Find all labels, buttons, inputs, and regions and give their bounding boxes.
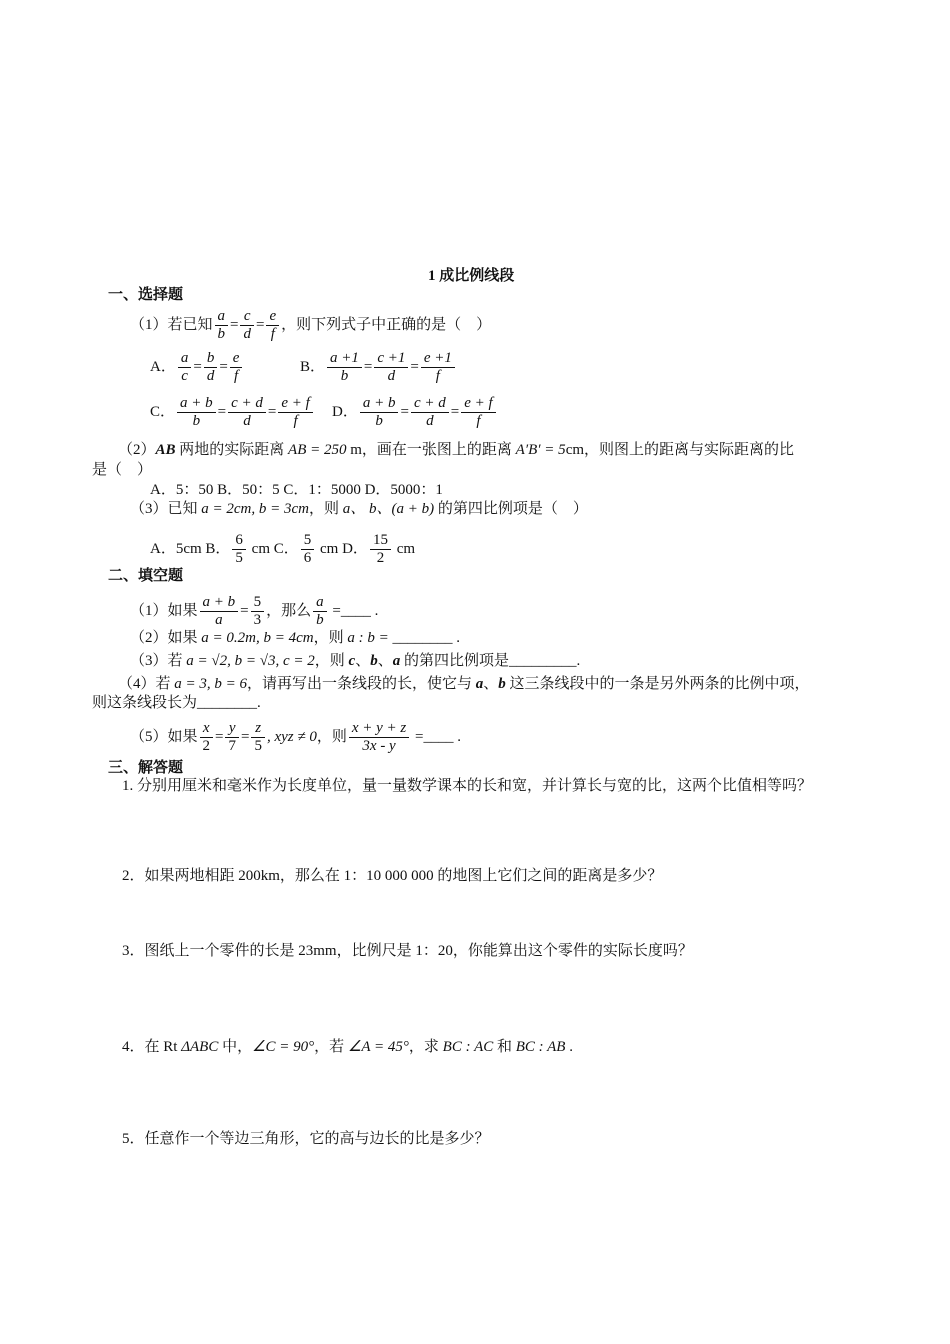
answer-q2: 2．如果两地相距 200km，那么在 1：10 000 000 的地图上它们之间的距离是多少？ [122, 868, 663, 884]
choice-q3-options: A．5cm B． $\frac{6}{5}$ cm C． $\frac{5}{6}$ cm D． $\frac{15}{2}$ cm [150, 532, 416, 566]
fraction: $\frac{a +1}{b}$ [327, 350, 362, 385]
fraction: $\frac{x + y + z}{3x - y}$ [349, 720, 409, 755]
choice-q1-option-a: A． $\frac{a}{c}$ = $\frac{b}{d}$ = $\frac{e}{f}$ [150, 350, 244, 385]
fraction: $\frac{6}{5}$ [232, 532, 246, 567]
fraction: $\frac{x}{2}$ [200, 720, 214, 755]
fraction: $\frac{y}{7}$ [225, 720, 239, 755]
q1-stem-tail: ，则下列式子中正确的是（ ） [281, 316, 492, 333]
fraction: $\frac{a}{b}$ [215, 308, 229, 343]
fraction: $\frac{c + d}{d}$ [228, 395, 266, 430]
fill-q1: （1）如果 $\frac{a + b}{a}$ = $\frac{5}{3}$ ，那么 $\frac{a}{b}$ =____ . [130, 594, 379, 628]
answer-q1: 1. 分别用厘米和毫米作为长度单位，量一量数学课本的长和宽，并计算长与宽的比，这两个比值相等吗？ [122, 778, 813, 794]
fraction: $\frac{e + f}{f}$ [278, 395, 312, 430]
choice-q1-stem: （1）若已知 $\frac{a}{b}$ = $\frac{c}{d}$ = $\frac{e}{f}$ ，则下列式子中正确的是（ ） [130, 308, 492, 342]
fraction: $\frac{5}{6}$ [301, 532, 315, 567]
choice-q1-option-b: B． $\frac{a +1}{b}$ = $\frac{c +1}{d}$ = $\frac{e +1}{f}$ [300, 350, 457, 385]
fraction: $\frac{a + b}{b}$ [360, 395, 399, 430]
fraction: $\frac{a + b}{b}$ [177, 395, 216, 430]
fraction: $\frac{a + b}{a}$ [200, 594, 239, 629]
fill-q5: （5）如果 $\frac{x}{2}$ = $\frac{y}{7}$ = $\frac{z}{5}$ , xyz ≠ 0，则 $\frac{x + y + z}{3x - y}$ =____ . [130, 720, 461, 754]
fill-q4-line2: 则这条线段长为________. [92, 695, 261, 711]
fraction: $\frac{e}{f}$ [266, 308, 279, 343]
fraction: $\frac{15}{2}$ [370, 532, 391, 567]
fraction: $\frac{z}{5}$ [251, 720, 265, 755]
choice-q1-option-c: C． $\frac{a + b}{b}$ = $\frac{c + d}{d}$ = $\frac{e + f}{f}$ [150, 395, 315, 430]
fraction: $\frac{e + f}{f}$ [461, 395, 495, 430]
choice-q2-line1: （2）AB 两地的实际距离 AB = 250 m，画在一张图上的距离 A′B′ = 5cm，则图上的距离与实际距离的比 [118, 442, 795, 458]
answer-q3: 3．图纸上一个零件的长是 23mm，比例尺是 1：20，你能算出这个零件的实际长度吗？ [122, 943, 693, 959]
fill-q3: （3）若 a = √2, b = √3, c = 2，则 c、b、a 的第四比例项是_________. [130, 653, 581, 669]
fill-q4-line1: （4）若 a = 3, b = 6，请再写出一条线段的长，使它与 a、b 这三条线段中的一条是另外两条的比例中项， [118, 676, 810, 692]
fill-q2: （2）如果 a = 0.2m, b = 4cm，则 a : b = ________ . [130, 630, 460, 646]
fraction: $\frac{a}{c}$ [178, 350, 192, 385]
fraction: $\frac{e +1}{f}$ [421, 350, 455, 385]
fraction: $\frac{a}{b}$ [313, 594, 327, 629]
fraction: $\frac{c}{d}$ [240, 308, 254, 343]
fraction: $\frac{c + d}{d}$ [411, 395, 449, 430]
answer-q5: 5．任意作一个等边三角形，它的高与边长的比是多少？ [122, 1131, 490, 1147]
choice-q1-option-d: D． $\frac{a + b}{b}$ = $\frac{c + d}{d}$ = $\frac{e + f}{f}$ [332, 395, 498, 430]
page-title: 1 成比例线段 [428, 268, 515, 284]
section-heading-answer: 三、解答题 [108, 760, 184, 776]
fraction: $\frac{5}{3}$ [251, 594, 265, 629]
choice-q2-line2: 是（ ） [92, 462, 153, 478]
section-heading-choice: 一、选择题 [108, 287, 184, 303]
section-heading-fill: 二、填空题 [108, 568, 184, 584]
fraction: $\frac{c +1}{d}$ [374, 350, 408, 385]
fraction: $\frac{b}{d}$ [204, 350, 218, 385]
q1-stem-text: （1）若已知 [130, 316, 213, 333]
choice-q3-stem: （3）已知 a = 2cm, b = 3cm，则 a、 b、(a + b) 的第四比例项是（ ） [130, 501, 588, 517]
choice-q2-options: A．5：50 B．50：5 C．1：5000 D．5000：1 [150, 482, 443, 498]
fraction: $\frac{e}{f}$ [230, 350, 243, 385]
answer-q4: 4．在 Rt ΔABC 中，∠C = 90°，若 ∠A = 45°，求 BC : AC 和 BC : AB . [122, 1039, 573, 1055]
